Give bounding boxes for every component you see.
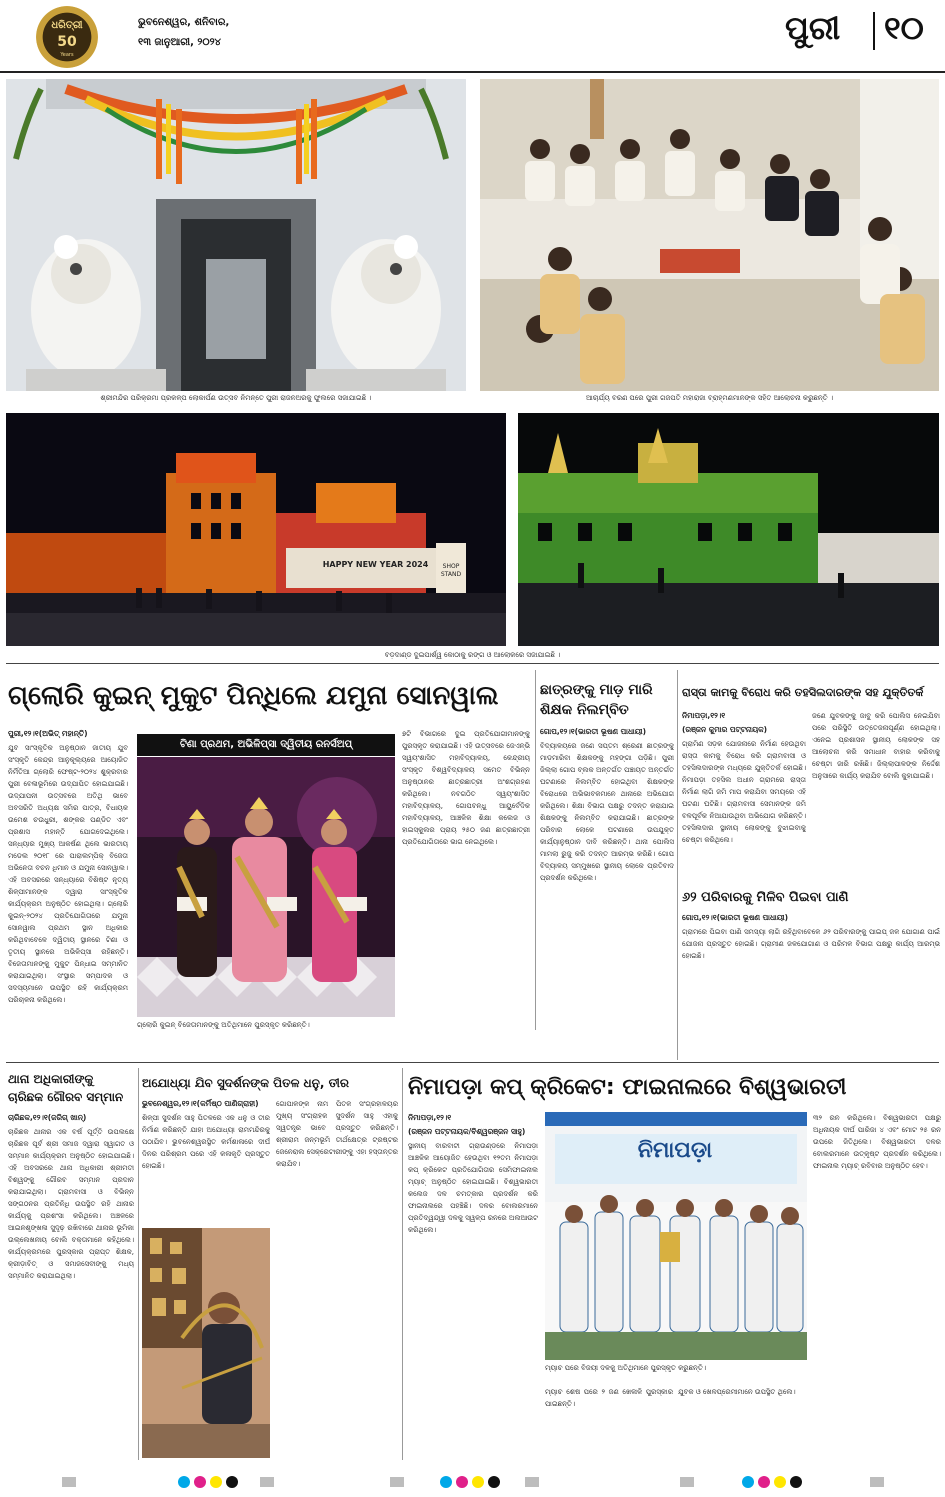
ayodhya-body-2: ଗୋପାଳଙ୍କ ନାମ ପିତଳ ସଂଗ୍ରହାଳୟର ମୁଖ୍ୟ ସଂଗ୍ରାହକ ସୁଦର୍ଶନ ସାହୁ ଏହାକୁ ସ୍ୱତନ୍ତ୍ର ଭାବେ ପ୍ରସ୍ତୁତ କରିଛନ୍ତି। ଶ୍ରୀରାମ ଜନ୍ମଭୂମି ତୀର୍ଥକ୍ଷେତ୍ର ଟ୍ରଷ୍ଟର ଜେନେରାଲ ସେକ୍ରେଟାରୀଙ୍କୁ ଏହା ହସ୍ତାନ୍ତର କରାଯିବ। — [276, 1100, 398, 1168]
glory-subhead: ଟିଣା ପ୍ରଥମ, ଅଭିଳିପ୍ସା ଦ୍ୱିତୀୟ ରନର୍ସଅପ୍ — [179, 739, 353, 750]
night-street-right-image — [518, 413, 939, 646]
dateline-date: ୧୩ ଜାନୁଆରୀ, ୨୦୨୪ — [138, 37, 221, 48]
ayodhya-photo — [142, 1228, 270, 1458]
thana-byline: ଚାରିଛକ,୧୨।୧(ଜରିଗ୍ ଖାନ୍) — [8, 1113, 87, 1122]
glory-photo-caption: ଗ୍ଲୋରି କୁଇନ୍ ବିଜେତାମାନଙ୍କୁ ଅତିଥିମାନେ ପୁରସ୍କୃତ କରିଛନ୍ତି। — [137, 1021, 310, 1029]
night-street-left-image — [6, 413, 506, 646]
print-footer — [0, 1462, 945, 1497]
registration-gray-bar — [260, 1477, 274, 1487]
registration-mark-yellow — [774, 1476, 786, 1488]
palace-gate-photo — [6, 79, 466, 391]
road-body-2: ଜଣେ ଯୁବକଙ୍କୁ ଜାବୁ କରି ପୋଲିସ ନେଇଯିବା ପରେ ପରିସ୍ଥିତି ଉତ୍ତେଜନାପୂର୍ଣ୍ଣ ହୋଇଥିଲା। ଏନେଇ ପ୍ରଶାସନ ସ୍ଥାନୀୟ ଲୋକଙ୍କ ସହ ଆଲୋଚନା କରି ସମାଧାନ ବାହାର କରିବାକୁ ଚେଷ୍ଟା ଜାରି ରଖିଛି। ଜିଲ୍ଲାପାଳଙ୍କ ନିର୍ଦ୍ଦେଶ ଅନୁସାରେ କାର୍ଯ୍ୟ କରାଯିବ ବୋଲି କୁହାଯାଇଛି। — [812, 712, 940, 780]
glory-headline: ଗ୍ଲୋରି କୁଇନ୍ ମୁକୁଟ ପିନ୍ଧିଲେ ଯମୁନା ସୋନୱାଲ — [8, 681, 499, 711]
ayodhya-column-2 — [276, 1098, 398, 1458]
meeting-photo — [480, 79, 939, 391]
ayodhya-divider — [402, 1068, 403, 1460]
road-byline: ନିମାପଡ଼ା,୧୨।୧ — [682, 711, 726, 720]
ayodhya-body-1: ଶିଳ୍ପୀ ସୁଦର୍ଶନ ସାହୁ ପିତଳରେ ଏକ ଧନୁ ଓ ତୀର ନିର୍ମାଣ କରିଛନ୍ତି ଯାହା ଅଯୋଧ୍ୟା ରାମମନ୍ଦିରକୁ ପଠାଯିବ। ଭୁବନେଶ୍ୱରସ୍ଥିତ କର୍ମଶାଳାରେ ଦୀର୍ଘ ଦିନର ପରିଶ୍ରମ ପରେ ଏହି କଳାକୃତି ପ୍ରସ୍ତୁତ ହୋଇଛି। — [142, 1114, 270, 1170]
night-street-photo-right — [518, 413, 939, 646]
registration-gray-bar — [680, 1477, 694, 1487]
page-number: ୧୦ — [884, 9, 924, 47]
registration-mark-magenta — [194, 1476, 206, 1488]
night-street-caption: ବଡ଼ଦାଣ୍ଡ ଦୁଇପାର୍ଶ୍ୱ କୋଠାକୁ ରଙ୍ଗ ଓ ଆଲୋକରେ ସଜାଯାଇଛି । — [384, 651, 561, 659]
masthead — [0, 0, 945, 70]
ayodhya-headline: ଅଯୋଧ୍ୟା ଯିବ ସୁଦର୍ଶନଙ୍କ ପିତଳ ଧନୁ, ତୀର — [142, 1076, 349, 1090]
glory-body-2: ୭ଟି ବିଭାଗରେ ଦୁଇ ପ୍ରତିଯୋଗୀମାନଙ୍କୁ ପୁରସ୍କୃତ କରାଯାଇଛି। ଏହି ଉତ୍ସବରେ ଜେଏନ୍‌ଭି ସ୍ୱୟଂଶାସିତ ମହାବିଦ୍ୟାଳୟ, କେନ୍ଦ୍ରୀୟ ସଂସ୍କୃତ ବିଶ୍ୱବିଦ୍ୟାଳୟ ସମେତ ବିଭିନ୍ନ ଅନୁଷ୍ଠାନର ଛାତ୍ରଛାତ୍ରୀ ଅଂଶଗ୍ରହଣ କରିଥିଲେ। ନବଗଠିତ ସ୍ୱୟଂଶାସିତ ମହାବିଦ୍ୟାଳୟ, ଗୋପବନ୍ଧୁ ଆୟୁର୍ବେଦିକ ମହାବିଦ୍ୟାଳୟ, ଆଞ୍ଚଳିକ ଶିକ୍ଷା କଲେଜ ଓ ହାଇସ୍କୁଲର ପ୍ରାୟ ୨୫୦ ଜଣ ଛାତ୍ରଛାତ୍ରୀ ପ୍ରତିଯୋଗିତାରେ ଭାଗ ନେଇଥିଲେ। — [402, 730, 530, 846]
water-byline: ଗୋପ,୧୨।୧(ଭାରତୀ ଭୂଷଣ ପାଧାୟୀ) — [682, 913, 789, 922]
cricket-footer-left-col — [545, 1386, 673, 1458]
logo-text: ଧରିତ୍ରୀ — [51, 20, 83, 31]
glory-photo-caption-col — [137, 1019, 395, 1053]
registration-mark-magenta — [456, 1476, 468, 1488]
teacher-body: ବିଦ୍ୟାଳୟରେ ଜଣେ ସପ୍ତମ ଶ୍ରେଣୀ ଛାତ୍ରଙ୍କୁ ମାଡ଼ମାରିବା ଶିକ୍ଷକଙ୍କୁ ମହଙ୍ଗା ପଡ଼ିଛି। ପୁରୀ ଜିଲ୍ଲା ଗୋପ ବ୍ଲକ ଅନ୍ତର୍ଗତ ପଞ୍ଚାୟତ ଅନ୍ତର୍ଗତ ଘଟଣାରେ ନିଲମ୍ବିତ ହୋଇଥିବା ଶିକ୍ଷକଙ୍କ ବିରୋଧରେ ଅଭିଭାବକମାନେ ଥାନାରେ ଅଭିଯୋଗ କରିଥିଲେ। ଶିକ୍ଷା ବିଭାଗ ପକ୍ଷରୁ ତଦନ୍ତ କରାଯାଇ ଶିକ୍ଷକଙ୍କୁ ନିଲମ୍ବିତ କରାଯାଇଛି। ଛାତ୍ରଙ୍କ ପରିବାର ଲୋକେ ଘଟଣାରେ ଉପଯୁକ୍ତ କାର୍ଯ୍ୟାନୁଷ୍ଠାନ ଦାବି କରିଛନ୍ତି। ଥାନା ପୋଲିସ ମାମଲା ରୁଜୁ କରି ତଦନ୍ତ ଆରମ୍ଭ କରିଛି। ଗୋପ ବିଦ୍ୟାଳୟ ସମ୍ମୁଖରେ ସ୍ଥାନୀୟ ଲୋକେ ପ୍ରତିବାଦ ପ୍ରଦର୍ଶନ କରିଥିଲେ। — [540, 742, 674, 882]
thana-body: ଚାରିଛକ ଥାନାର ଏକ ବର୍ଷ ପୂର୍ତ୍ତି ଉପଲକ୍ଷେ ଚାରିଛକ ପୂର୍ବ ଶ୍ରୀ ସମାଜ ଦ୍ୱାରା ସ୍ୱାଗତ ଓ ସମ୍ମାନ କାର୍ଯ୍ୟକ୍ରମ ଅନୁଷ୍ଠିତ ହୋଇଯାଇଛି। ଏହି ଅବସରରେ ଥାନା ଅଧିକାରୀ ଶ୍ରୀମତୀ ବିଶ୍ୱଙ୍କୁ ଗୌରବ ସମ୍ମାନ ପ୍ରଦାନ କରାଯାଇଥିଲା। ଗ୍ରାମବାସୀ ଓ ବିଭିନ୍ନ ସଙ୍ଗଠନର ପ୍ରତିନିଧି ଉପସ୍ଥିତ ରହି ଥାନାର କାର୍ଯ୍ୟକୁ ପ୍ରଶଂସା କରିଥିଲେ। ଅଞ୍ଚଳରେ ଆଇନଶୃଙ୍ଖଳା ସୁଦୃଢ଼ ରଖିବାରେ ଥାନାର ଭୂମିକା ଉଲ୍ଲେଖନୀୟ ବୋଲି ବକ୍ତାମାନେ କହିଥିଲେ। କାର୍ଯ୍ୟକ୍ରମରେ ପୁରସ୍କାର ପ୍ରାପ୍ତ ଶିକ୍ଷକ, କ୍ରୀଡ଼ାବିତ୍ ଓ ସମାଜସେବୀଙ୍କୁ ମଧ୍ୟ ସମ୍ମାନିତ କରାଯାଇଥିଲା। — [8, 1128, 134, 1280]
teacher-column — [540, 726, 674, 1054]
registration-mark-yellow — [472, 1476, 484, 1488]
registration-mark-cyan — [742, 1476, 754, 1488]
masthead-rule — [0, 71, 945, 73]
registration-gray-bar — [390, 1477, 404, 1487]
ayodhya-column-1 — [142, 1098, 270, 1228]
water-headline: ୬୨ ପରିବାରକୁ ମିଳିବ ପିଇବା ପାଣି — [682, 890, 849, 905]
logo-years-number: 50 — [57, 34, 77, 50]
registration-mark-magenta — [758, 1476, 770, 1488]
cricket-banner-text: ନିମାପଡ଼ା — [637, 1138, 713, 1163]
logo-years-label: Years — [60, 52, 74, 58]
thana-column — [8, 1112, 134, 1458]
meeting-caption: ଆଚାର୍ଯ୍ୟ ବରଣ ପରେ ପୁରୀ ଗଜପତି ମହାରାଜା ବ୍ରାହ୍ମଣମାନଙ୍କ ସହିତ ଆଲୋଚନା କରୁଛନ୍ତି । — [585, 394, 834, 402]
water-body: ଗ୍ରାମରେ ପିଇବା ପାଣି ସମସ୍ୟା ଲାଗି ରହିଥିବାବେଳେ ୬୨ ପରିବାରଙ୍କୁ ପାଇପ୍ ଜଳ ଯୋଗାଣ ପାଇଁ ଯୋଜନା ପ୍ରସ୍ତୁତ ହୋଇଛି। ଗ୍ରାମୀଣ ଜଳଯୋଗାଣ ଓ ପରିମଳ ବିଭାଗ ପକ୍ଷରୁ କାର୍ଯ୍ୟ ଆରମ୍ଭ ହୋଇଛି। — [682, 928, 940, 960]
teacher-headline-1: ଛାତ୍ରଙ୍କୁ ମାଡ଼ ମାରି — [540, 682, 653, 698]
registration-gray-bar — [870, 1477, 884, 1487]
glory-queen-photo — [137, 757, 395, 1017]
glory-queen-image — [137, 757, 395, 1017]
registration-gray-bar — [525, 1477, 539, 1487]
registration-mark-black — [226, 1476, 238, 1488]
section-name: ପୁରୀ — [785, 9, 841, 47]
thana-headline-1: ଥାନା ଅଧିକାରୀଙ୍କୁ — [8, 1072, 94, 1086]
glory-column-2 — [402, 728, 530, 1054]
cricket-byline-2: (ରଞ୍ଜନ ପଟ୍ଟନାୟକ/ବିଶ୍ୱରଞ୍ଜନ ସାହୁ) — [408, 1127, 526, 1136]
teacher-byline: ଗୋପ,୧୨।୧(ଭାରତୀ ଭୂଷଣ ପାଧାୟୀ) — [540, 727, 647, 736]
meeting-image — [480, 79, 939, 391]
cricket-footer-right-col — [678, 1386, 806, 1458]
cricket-body-3: ୩୨ ରନ କରିଥିଲେ। ବିଶ୍ୱଭାରତୀ ପକ୍ଷରୁ ଅଧିନାୟକ ଦୀର୍ଘ ପାରିଜା ୪ ଏବଂ ମୋଟ ୨୫ ରନ ଉପରେ ଜିତିଥିଲେ। ବିଶ୍ୱଭାରତୀ ଦଳର ବୋଲରମାନେ ଉତ୍କୃଷ୍ଟ ପ୍ରଦର୍ଶନ କରିଥିଲେ। ଫାଇନାଲ ମ୍ୟାଚ୍ ରବିବାର ଅନୁଷ୍ଠିତ ହେବ। — [813, 1114, 941, 1170]
cricket-footer-right: ଯୁବକ ଓ ଖେଳପ୍ରେମୀମାନେ ଉପସ୍ଥିତ ଥିଲେ। — [678, 1388, 796, 1396]
registration-mark-black — [790, 1476, 802, 1488]
water-column — [682, 912, 940, 1056]
road-column-2 — [812, 710, 940, 880]
anniversary-logo — [36, 6, 98, 68]
glory-subhead-box — [137, 734, 395, 756]
road-headline: ରାସ୍ତା କାମକୁ ବିରୋଧ କରି ତହସିଲଦାରଙ୍କ ସହ ଯୁକ୍ତିତର୍କ — [682, 686, 924, 699]
cricket-footer-left: ମ୍ୟାଚ ଶେଷ ପରେ ୨ ଜଣ ଖେଳାଳି ପୁରସ୍କାର ପାଇଛନ୍ତି। — [545, 1388, 673, 1408]
glory-divider — [535, 670, 536, 1030]
mid-rule — [6, 1062, 939, 1063]
cricket-photo-caption: ମ୍ୟାଚ ପରେ ବିଜୟୀ ଦଳକୁ ଅତିଥିମାନେ ପୁରସ୍କୃତ କରୁଛନ୍ତି। — [545, 1364, 707, 1372]
section-rule — [6, 663, 939, 664]
road-body-1: ଗ୍ରାମିଣ ସଡ଼କ ଯୋଜନାରେ ନିର୍ମାଣ ହେଉଥିବା ରାସ୍ତା କାମକୁ ବିରୋଧ କରି ଗ୍ରାମବାସୀ ଓ ତହସିଲଦାରଙ୍କ ମଧ୍ୟରେ ଯୁକ୍ତିତର୍କ ହୋଇଛି। ନିମାପଡ଼ା ତହସିଲ ଅଧୀନ ଗ୍ରାମରେ ରାସ୍ତା ନିର୍ମାଣ ଲାଗି ଜମି ମାପ କରାଯିବା ସମୟରେ ଏହି ଘଟଣା ଘଟିଛି। ଗ୍ରାମବାସୀ ସେମାନଙ୍କ ଜମି ବଳପୂର୍ବକ ନିଆଯାଉଥିବା ଅଭିଯୋଗ କରିଛନ୍ତି। ତହସିଲଦାର ସ୍ଥାନୀୟ ଲୋକଙ୍କୁ ବୁଝାଇବାକୁ ଚେଷ୍ଟା କରିଥିଲେ। — [682, 740, 806, 844]
cricket-headline: ନିମାପଡ଼ା କପ୍ କ୍ରିକେଟ: ଫାଇନାଲରେ ବିଶ୍ୱଭାରତୀ — [408, 1075, 847, 1100]
registration-mark-yellow — [210, 1476, 222, 1488]
road-byline-2: (ରଞ୍ଜନ କୁମାର ପଟ୍ଟନାୟକ) — [682, 725, 768, 734]
palace-gate-caption: ଶ୍ରୀମନ୍ଦିର ପରିକ୍ରମା ପ୍ରକଳ୍ପ ଲୋକାର୍ପଣ ଉତ୍ସବ ନିମନ୍ତେ ପୁରୀ ରାଜନଅରକୁ ଫୁଲରେ ସଜାଯାଇଛି । — [100, 394, 372, 402]
ayodhya-image — [142, 1228, 270, 1458]
shop-stand-sign: SHOP STAND — [440, 563, 462, 578]
ayodhya-byline: ଭୁବନେଶ୍ୱର,୧୨।୧(କର୍ମିଷ୍ଠ ପାଣିଗ୍ରାହୀ) — [142, 1099, 259, 1108]
registration-mark-cyan — [178, 1476, 190, 1488]
masthead-divider — [873, 12, 875, 50]
thana-divider — [138, 1068, 139, 1460]
registration-mark-cyan — [440, 1476, 452, 1488]
glory-body-1: ଯୁବ ସାଂସ୍କୃତିକ ଅନୁଷ୍ଠାନ ଜାତୀୟ ଯୁବ ସଂସ୍କୃତି କେନ୍ଦ୍ର ଆନୁକୂଲ୍ୟରେ ଆୟୋଜିତ ନିର୍ମିତିଆ ଗ୍ଲୋରି ଫେଷ୍ଟ-୨୦୨୪ ଶୁକ୍ରବାର ପୁରୀ ବେଳାଭୂମିରେ ଉଦ୍ଯାପିତ ହୋଇଯାଇଛି। ଉଦ୍ଯାପନୀ ଉତ୍ସବରେ ଅତିଥି ଭାବେ ଅବସରିତି ଅଧ୍ୟକ୍ଷ ସମିର ପାତ୍ର, ବିଧାୟକ ଉମେଶ ଚଉଧୁରୀ, ଶଙ୍କର ପଣ୍ଡିତ ଏବଂ ପ୍ରଶାସ ମହାନ୍ତି ଯୋଗଦେଇଥିଲେ। ସନ୍ଧ୍ୟାର ମୁଖ୍ୟ ଆକର୍ଷଣ ଥିଲେ ଭାରତୀୟ ମଡେଲ ୨୦୧୮ ରେ ପାରାଲମ୍ପିକ୍ ବିଜେତା ଅଭିନେତା ବଚନ ଧିମାନ ଓ ଯମୁନା ସୋନୱାଲ। ଏହି ଅବସରରେ ସନ୍ଧ୍ୟାରେ ବିଶିଷ୍ଟ ନୃତ୍ୟ ଶିଳ୍ପୀମାନଙ୍କ ଦ୍ୱାରା ସାଂସ୍କୃତିକ କାର୍ଯ୍ୟକ୍ରମ ଅନୁଷ୍ଠିତ ହୋଇଥିଲା। ଗ୍ଲୋରି କୁଇନ୍-୨୦୨୪ ପ୍ରତିଯୋଗିତାରେ ଯମୁନା ସୋନୱାଲ ପ୍ରଥମ ସ୍ଥାନ ଅଧିକାର କରିଥିବାବେଳେ ଦ୍ୱିତୀୟ ସ୍ଥାନରେ ଟିଣା ଓ ତୃତୀୟ ସ୍ଥାନରେ ଅଭିଳିପ୍ସା ରହିଛନ୍ତି। ବିଜେତାମାନଙ୍କୁ ମୁକୁଟ ପିନ୍ଧାଇ ସମ୍ମାନିତ କରାଯାଇଥିଲା। ସଂସ୍ଥାର ସମ୍ପାଦକ ଓ ସଦସ୍ୟମାନେ ଉପସ୍ଥିତ ରହି କାର୍ଯ୍ୟକ୍ରମ ପରିଚାଳନା କରିଥିଲେ। — [8, 744, 128, 1004]
thana-headline-2: ଚାରିଛକ ଗୌରବ ସମ୍ମାନ — [8, 1090, 124, 1104]
cricket-column-3 — [813, 1112, 941, 1458]
cricket-award-photo — [545, 1112, 807, 1360]
teacher-divider — [677, 670, 678, 1060]
cricket-column-1 — [408, 1112, 538, 1458]
road-column-1 — [682, 710, 806, 880]
cricket-photo-caption-col — [545, 1362, 807, 1384]
registration-gray-bar — [62, 1477, 76, 1487]
dateline-city: ଭୁବନେଶ୍ୱର, ଶନିବାର, — [138, 17, 230, 28]
happy-new-year-sign: HAPPY NEW YEAR 2024 — [322, 560, 429, 569]
cricket-body-1: ସ୍ଥାନୀୟ ବାରବାଟୀ ଗ୍ରାଉଣ୍ଡରେ ନିମାପଡ଼ା ଆଞ୍ଚଳିକ ଆୟୋଜିତ ହେଉଥିବା ୧୨ତମ ନିମାପଡ଼ା କପ୍ କ୍ରିକେଟ ପ୍ରତିଯୋଗିତାର ସେମିଫାଇନାଲ ମ୍ୟାଚ୍ ଅନୁଷ୍ଠିତ ହୋଇଯାଇଛି। ବିଶ୍ୱଭାରତୀ କଲେଜ ଦଳ ଚମତ୍କାର ପ୍ରଦର୍ଶନ କରି ଫାଇନାଲରେ ପହଞ୍ଚିଛି। ଦଳର ବୋଲରମାନେ ପ୍ରତିଦ୍ୱନ୍ଦ୍ୱୀ ଦଳକୁ ସ୍ୱଳ୍ପ ରନରେ ଅଲଆଉଟ କରିଥିଲେ। — [408, 1142, 538, 1234]
glory-byline: ପୁରୀ,୧୨।୧(ଅଭିତ୍ ମହାନ୍ତି) — [8, 729, 88, 738]
night-street-photo-left — [6, 413, 506, 646]
registration-mark-black — [488, 1476, 500, 1488]
palace-gate-image — [6, 79, 466, 391]
teacher-headline-2: ଶିକ୍ଷକ ନିଲମ୍ବିତ — [540, 702, 629, 718]
cricket-byline: ନିମାପଡ଼ା,୧୨।୧ — [408, 1113, 452, 1122]
